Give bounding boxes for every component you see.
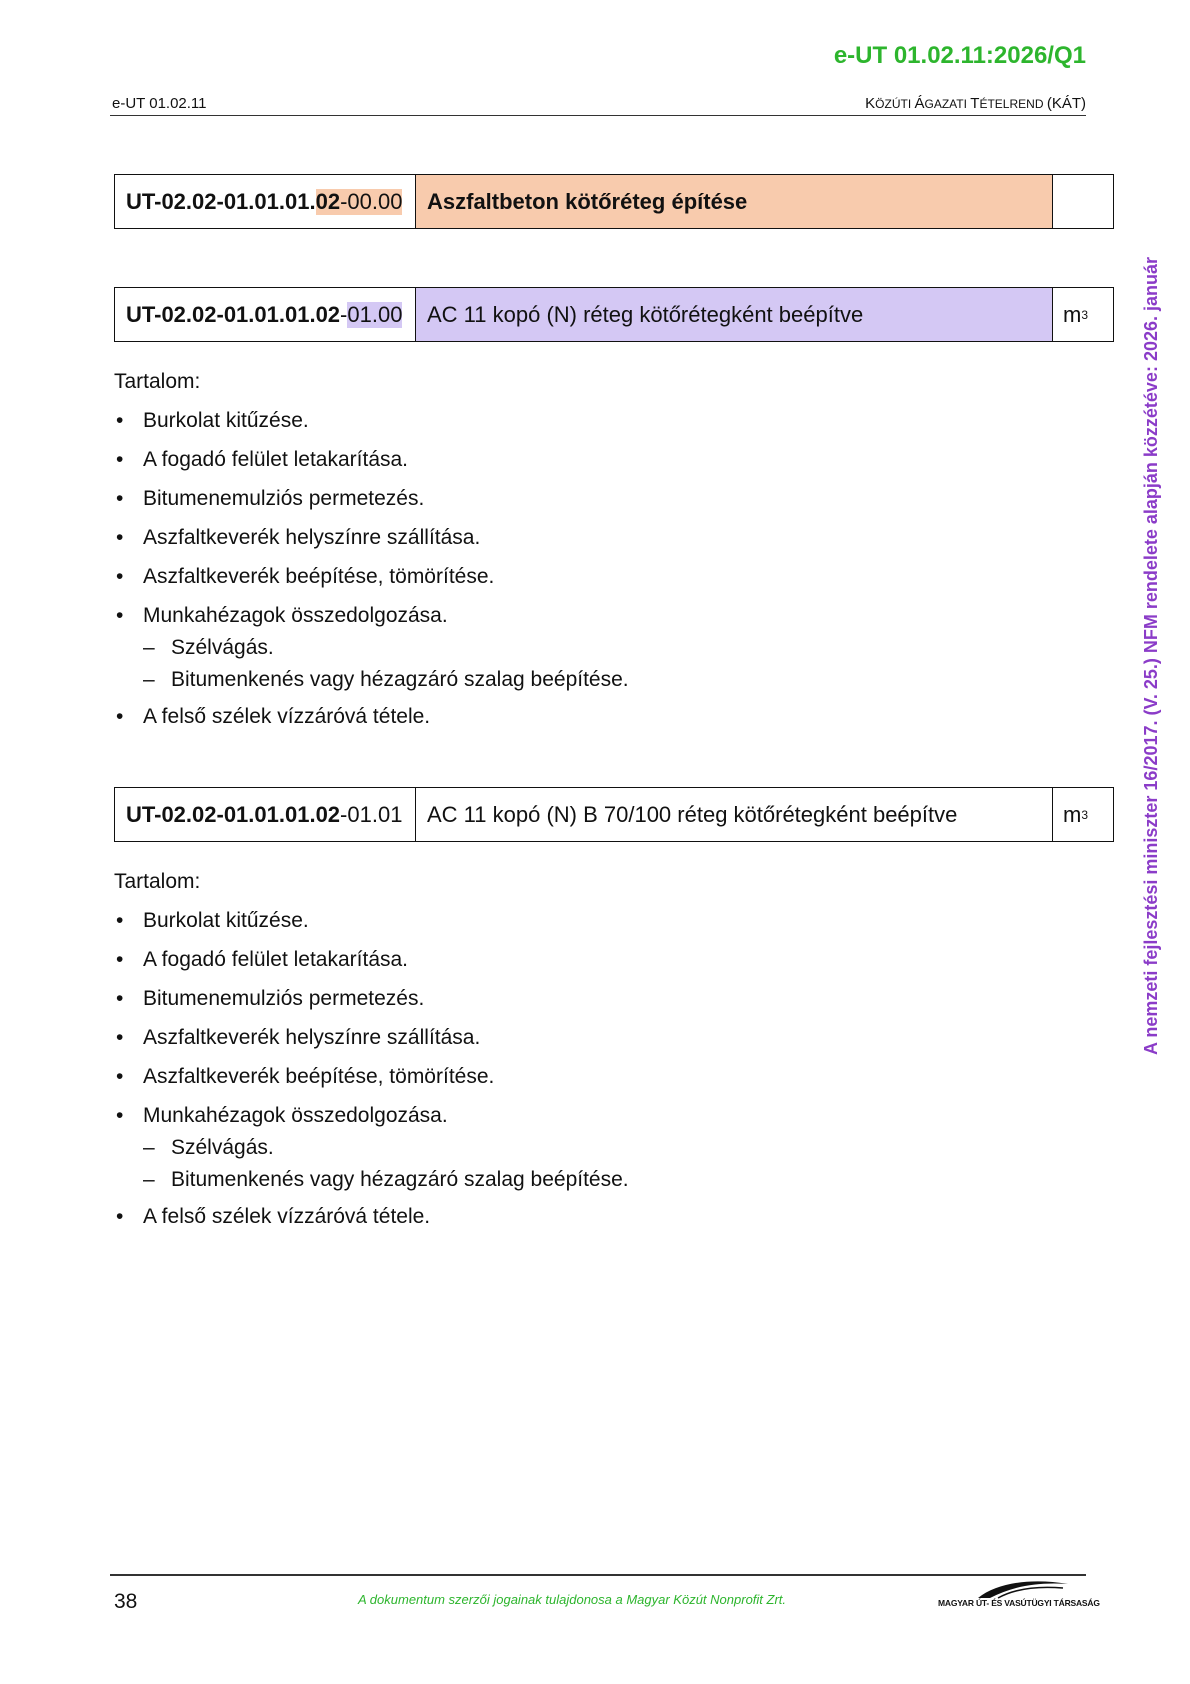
content-list <box>114 408 629 743</box>
list-item: • Aszfaltkeverék beépítése, tömörítése. <box>114 564 629 590</box>
side-publication-note: A nemzeti fejlesztési miniszter 16/2017. (V. 25.) NFM rendelete alapján közzétéve: 2026. január <box>1141 256 1161 1055</box>
item-code: UT-02.02-01.01.01.02 - 01.00 <box>115 288 416 341</box>
sub-list-item: – Bitumenkenés vagy hézagzáró szalag beépítése. <box>143 667 629 693</box>
item-header-2 <box>114 287 1114 342</box>
content-label: Tartalom: <box>114 870 201 893</box>
list-item: • A fogadó felület letakarítása. <box>114 447 629 473</box>
content-list <box>114 908 629 1243</box>
logo-text: MAGYAR ÚT- ÉS VASÚTÜGYI TÁRSASÁG <box>938 1598 1100 1608</box>
content-label: Tartalom: <box>114 370 201 393</box>
list-item: • Bitumenemulziós permetezés. <box>114 986 629 1012</box>
item-unit: m 3 <box>1063 301 1089 327</box>
logo-swoosh-icon <box>938 1578 1086 1600</box>
header-right: KÖZÚTI ÁGAZATI TÉTELREND (KÁT) <box>865 95 1086 112</box>
item-title: AC 11 kopó (N) réteg kötőrétegként beépítve <box>416 288 1053 341</box>
list-item: • A felső szélek vízzáróvá tétele. <box>114 704 629 730</box>
company-logo <box>938 1578 1100 1618</box>
item-code: UT-02.02-01.01.01.02 -01.01 <box>115 788 416 841</box>
list-item: • Burkolat kitűzése. <box>114 408 629 434</box>
copyright-note: A dokumentum szerzői jogainak tulajdonosa a Magyar Közút Nonprofit Zrt. <box>358 1592 787 1607</box>
item-title: AC 11 kopó (N) B 70/100 réteg kötőrétegként beépítve <box>416 788 1053 841</box>
sub-list-item: – Szélvágás. <box>143 635 629 661</box>
list-item: • A felső szélek vízzáróvá tétele. <box>114 1204 629 1230</box>
list-item: • Bitumenemulziós permetezés. <box>114 486 629 512</box>
list-item: • Aszfaltkeverék beépítése, tömörítése. <box>114 1064 629 1090</box>
item-unit <box>1053 175 1113 228</box>
item-header-1 <box>114 174 1114 229</box>
list-item: • Burkolat kitűzése. <box>114 908 629 934</box>
header-rule <box>110 115 1086 116</box>
item-unit: m 3 <box>1063 801 1089 827</box>
list-item: • Aszfaltkeverék helyszínre szállítása. <box>114 525 629 551</box>
sub-list-item: – Bitumenkenés vagy hézagzáró szalag beépítése. <box>143 1167 629 1193</box>
page-number: 38 <box>114 1590 138 1613</box>
header-left: e-UT 01.02.11 <box>112 95 207 112</box>
footer-rule <box>110 1574 1086 1576</box>
list-item: • A fogadó felület letakarítása. <box>114 947 629 973</box>
item-title: Aszfaltbeton kötőréteg építése <box>416 175 1053 228</box>
item-header-3 <box>114 787 1114 842</box>
sub-list-item: – Szélvágás. <box>143 1135 629 1161</box>
item-code: UT-02.02-01.01.01. 02 -00.00 <box>115 175 416 228</box>
list-item: • Aszfaltkeverék helyszínre szállítása. <box>114 1025 629 1051</box>
document-code: e-UT 01.02.11:2026/Q1 <box>833 42 1086 69</box>
list-item: • Munkahézagok összedolgozása. – Szélvágás. – Bitumenkenés vagy hézagzáró szalag beépítése. <box>114 603 629 693</box>
list-item: • Munkahézagok összedolgozása. – Szélvágás. – Bitumenkenés vagy hézagzáró szalag beépítése. <box>114 1103 629 1193</box>
